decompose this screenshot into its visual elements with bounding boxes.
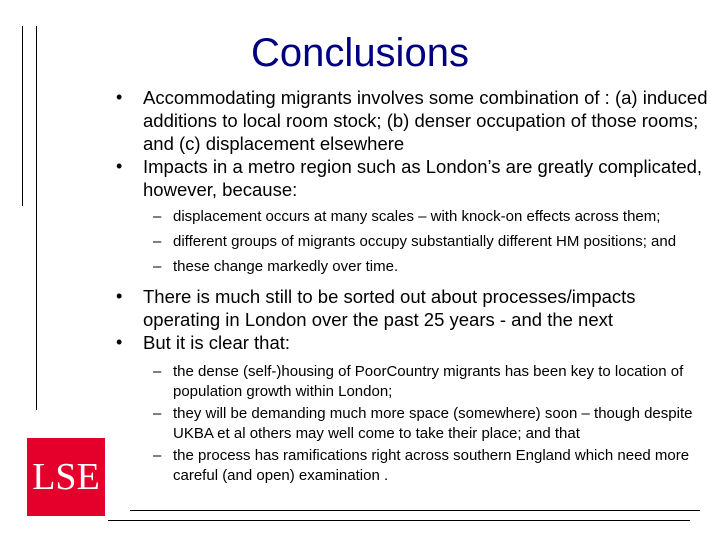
dash-marker: –	[153, 233, 162, 250]
bullet-item	[110, 86, 710, 155]
slide-title: Conclusions	[251, 31, 469, 75]
bottom-rule-lower	[108, 520, 690, 521]
dash-marker: –	[153, 405, 162, 422]
sub-bullet-text: these change markedly over time.	[173, 258, 399, 275]
bullet-item	[110, 285, 710, 331]
sub-bullet-text: the dense (self-)housing of PoorCountry migrants has been key to location of population growth within London;	[173, 363, 684, 400]
lse-logo-text: LSE	[32, 456, 100, 498]
bullet-marker: •	[116, 87, 123, 107]
bullet-text: Accommodating migrants involves some combination of : (a) induced additions to local room stock; (b) denser occupation of those rooms; and (c) displacement elsewhere	[143, 87, 708, 154]
dash-marker: –	[153, 363, 162, 380]
bullet-text: Impacts in a metro region such as London’s are greatly complicated, however, because:	[143, 156, 703, 200]
sub-bullet-item	[110, 207, 710, 227]
sub-bullet-text: the process has ramifications right across southern England which need more careful (and open) examination .	[173, 447, 690, 484]
bullet-list	[110, 86, 710, 486]
sub-bullet-item	[110, 257, 710, 277]
sub-bullet-item	[110, 232, 710, 252]
bullet-marker: •	[116, 286, 123, 306]
bullet-marker: •	[116, 332, 123, 352]
left-vertical-rule-inner	[36, 26, 37, 410]
dash-marker: –	[153, 447, 162, 464]
dash-marker: –	[153, 258, 162, 275]
sub-bullet-text: different groups of migrants occupy substantially different HM positions; and	[173, 233, 677, 250]
bullet-item	[110, 331, 710, 354]
left-vertical-rule	[22, 26, 23, 206]
bullet-item	[110, 155, 710, 201]
sub-bullet-item	[110, 446, 710, 486]
sub-bullet-text: displacement occurs at many scales – with knock-on effects across them;	[173, 208, 661, 225]
bullet-marker: •	[116, 156, 123, 176]
dash-marker: –	[153, 208, 162, 225]
bottom-rule	[130, 510, 700, 511]
sub-bullet-item	[110, 404, 710, 444]
sub-bullet-text: they will be demanding much more space (somewhere) soon – though despite UKBA et al others may well come to take their place; and that	[173, 405, 693, 442]
lse-logo	[27, 438, 105, 516]
bullet-text: But it is clear that:	[143, 332, 291, 353]
sub-bullet-item	[110, 362, 710, 402]
bullet-text: There is much still to be sorted out about processes/impacts operating in London over the past 25 years - and the next	[143, 286, 636, 330]
